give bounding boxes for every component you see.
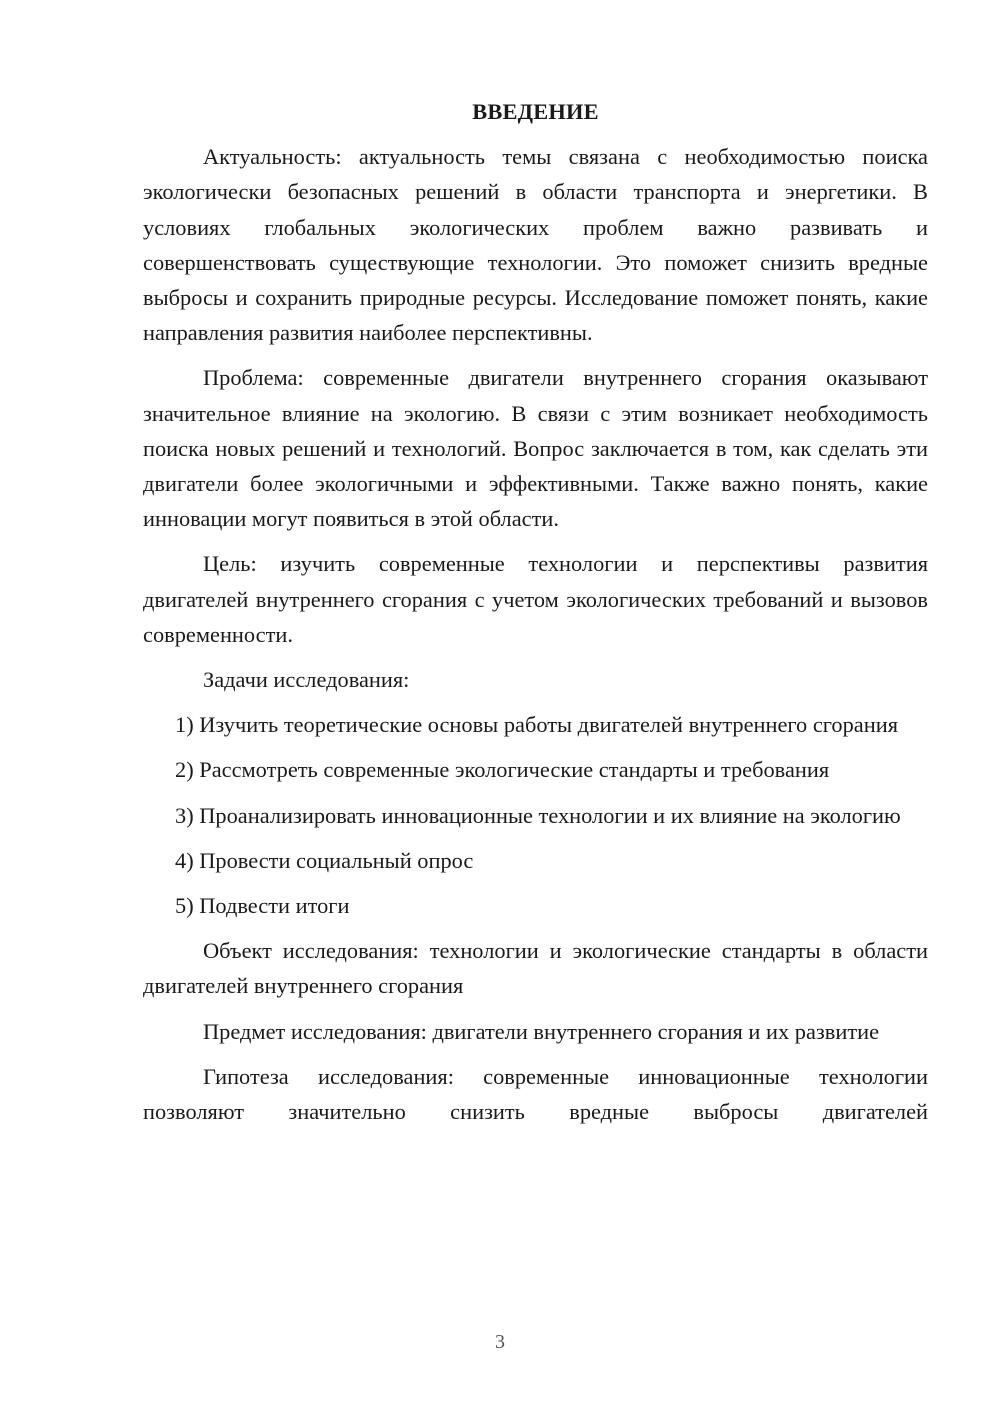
paragraph-problem: Проблема: современные двигатели внутреннего сгорания оказывают значительное влияние на экологию. В связи с этим возникает необходимость поиска новых решений и технологий. Вопрос заключается в том, как сделать эти двигатели более экологичными и эффективными. Также важно понять, какие инновации могут появиться в этой области. — [143, 365, 928, 532]
paragraph-goal: Цель: изучить современные технологии и перспективы развития двигателей внутреннего сгорания с учетом экологических требований и вызовов современности. — [143, 551, 928, 647]
task-item-1: 1) Изучить теоретические основы работы двигателей внутреннего сгорания — [175, 712, 898, 738]
page-number: 3 — [495, 1331, 505, 1353]
paragraph-relevance: Актуальность: актуальность темы связана с необходимостью поиска экологически безопасных решений в области транспорта и энергетики. В условиях глобальных экологических проблем важно развивать и совершенствовать существующие технологии. Это поможет снизить вредные выбросы и сохранить природные ресурсы. Исследование поможет понять, какие направления развития наиболее перспективны. — [143, 144, 928, 346]
tasks-heading: Задачи исследования: — [203, 667, 410, 693]
task-item-2: 2) Рассмотреть современные экологические стандарты и требования — [175, 757, 830, 783]
task-item-4: 4) Провести социальный опрос — [175, 847, 474, 873]
paragraph-hypothesis: Гипотеза исследования: современные инновационные технологии позволяют значительно снизить вредные выбросы двигателей — [143, 1063, 928, 1125]
section-title: ВВЕДЕНИЕ — [472, 99, 599, 124]
paragraph-object: Объект исследования: технологии и экологические стандарты в области двигателей внутреннего сгорания — [143, 938, 928, 999]
page-content — [143, 94, 928, 1139]
task-item-5: 5) Подвести итоги — [175, 893, 350, 919]
task-item-3: 3) Проанализировать инновационные технологии и их влияние на экологию — [175, 802, 901, 828]
paragraph-subject: Предмет исследования: двигатели внутреннего сгорания и их развитие — [203, 1018, 880, 1044]
